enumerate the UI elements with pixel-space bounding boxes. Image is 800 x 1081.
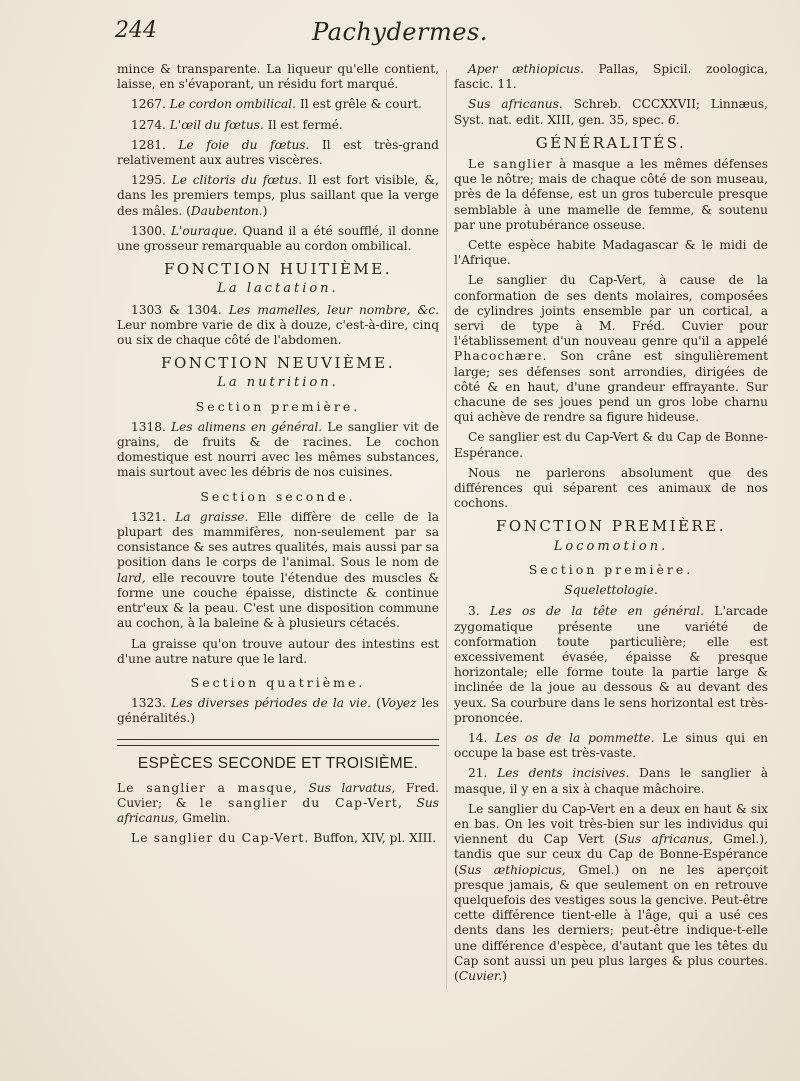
heading-fonction-premiere: FONCTION PREMIÈRE. (495, 517, 726, 536)
paragraph: 1318. Les alimens en général. Le sanglier vit de grains, de fruits & de racines. Le cochon domestique est nourri avec les mêmes substances, mais surtout avec les débris de nos cuisines. (117, 419, 439, 480)
paragraph: Sus africanus. Schreb. CCCXXVII; Linnæus, Syst. nat. edit. XIII, gen. 35, spec. 6. (454, 97, 769, 127)
heading-fonction-neuvieme: FONCTION NEUVIÈME. (161, 354, 395, 373)
paragraph: 1274. L'œil du fœtus. Il est fermé. (131, 117, 343, 132)
heading-section-seconde: Section seconde. (200, 488, 356, 504)
paragraph: La graisse qu'on trouve autour des intestins est d'une autre nature que le lard. (117, 636, 439, 666)
page-header (0, 14, 800, 60)
heading-section-premiere-right: Section première. (528, 561, 694, 577)
running-title: Pachydermes. (312, 18, 488, 46)
paragraph: 1323. Les diverses périodes de la vie. (Voyez les généralités.) (117, 696, 439, 726)
paragraph: Le sanglier du Cap-Vert en a deux en haut & six en bas. On les voit très-bien sur les individus qui viennent du Cap Vert (Sus africanus, Gmel.), tandis que sur ceux du Cap de Bonne-Espérance (Sus æthiopicus, Gmel.) on ne les aperçoit presque jamais, & que seulement on en retrouve quelquefois des vestiges sous la gencive. Peut-être cette différence tient-elle à l'âge, qui a usé ces dents dans les derniers; peut-être indique-t-elle une différence d'espèce, d'autant que les têtes du Cap sont aussi un peu plus larges & plus courtes. (Cuvier.) (454, 801, 768, 983)
right-column (454, 62, 768, 989)
column-gutter (446, 70, 447, 990)
heading-fonction-huitieme: FONCTION HUITIÈME. (163, 260, 393, 279)
heading-section-quatrieme: Section quatrième. (190, 674, 366, 690)
paragraph: Le sanglier du Cap-Vert. Buffon, XIV, pl. XIII. (131, 831, 437, 846)
heading-squelettologie: Squelettologie. (564, 583, 658, 598)
paragraph: Aper æthiopicus. Pallas, Spicil. zoologica, fascic. 11. (454, 62, 768, 92)
double-rule-divider (117, 739, 439, 746)
heading-especes: ESPÈCES SECONDE ET TROISIÈME. (137, 754, 419, 772)
paragraph: Nous ne parlerons absolument que des différences qui séparent ces animaux de nos cochons. (454, 465, 768, 511)
heading-nutrition: La nutrition. (217, 375, 339, 391)
heading-generalites: GÉNÉRALITÉS. (535, 133, 687, 152)
paragraph: Cette espèce habite Madagascar & le midi de l'Afrique. (454, 238, 768, 268)
paragraph: Le sanglier à masque a les mêmes défenses que le nôtre; mais de chaque côté de son museau, près de la défense, est un gros tubercule presque semblable à une mamelle de femme, & soutenu par une protubérance osseuse. (454, 157, 769, 232)
paragraph: 1300. L'ouraque. Quand il a été soufflé, il donne une grosseur remarquable au cordon ombilical. (117, 223, 440, 254)
heading-lactation: La lactation. (217, 281, 339, 297)
page-number: 244 (115, 18, 157, 43)
paragraph: Le sanglier du Cap-Vert, à cause de la conformation de ses dents molaires, composées de cylindres joints ensemble par un cortical, a servi de type à M. Fréd. Cuvier pour l'établissement d'un nouveau genre qu'il a appelé Phacochære. Son crâne est singulièrement large; ses défenses sont arrondies, dirigées de côté & en haut, d'une grandeur effrayante. Sur chacune de ses joues pend un gros lobe charnu qui achève de rendre sa figure hideuse. (454, 273, 769, 425)
heading-locomotion: Locomotion. (553, 538, 669, 554)
paragraph: 1303 & 1304. Les mamelles, leur nombre, &c. Leur nombre varie de dix à douze, c'est-à-dire, cinq ou six de chaque côté de l'abdomen. (117, 302, 440, 348)
paragraph: 21. Les dents incisives. Dans le sanglier à masque, il y en a six à chaque mâchoire. (454, 766, 769, 796)
paragraph: 3. Les os de la tête en général. L'arcade zygomatique présente une variété de conformation toute particulière; elle est excessivement évasée, épaisse & presque horizontale; elle forme toute la partie large & inclinée de la joue au dessous & au devant des yeux. Sa courbure dans le sens horizontal est très-prononcée. (454, 604, 769, 725)
paragraph: 14. Les os de la pommette. Le sinus qui en occupe la base est très-vaste. (454, 730, 769, 761)
paragraph: Ce sanglier est du Cap-Vert & du Cap de Bonne-Espérance. (454, 430, 768, 460)
paragraph: mince & transparente. La liqueur qu'elle contient, laisse, en s'évaporant, un résidu fort marqué. (117, 62, 439, 92)
paragraph: 1295. Le clitoris du fœtus. Il est fort visible, &, dans les premiers temps, plus saillant que la verge des mâles. (Daubenton.) (117, 173, 440, 218)
paragraph: 1267. Le cordon ombilical. Il est grêle & court. (131, 97, 422, 112)
paragraph: 1281. Le foie du fœtus. Il est très-grand relativement aux autres viscères. (117, 137, 439, 168)
left-column (117, 62, 439, 852)
paragraph: 1321. La graisse. Elle diffère de celle de la plupart des mammifères, non-seulement par sa consistance & ses autres qualités, mais aussi par sa position dans le corps de l'animal. Sous le nom de lard, elle recouvre toute l'étendue des muscles & forme une couche épaisse, distincte & continue entr'eux & la peau. C'est une disposition commune au cochon, à la baleine & à plusieurs cétacés. (117, 509, 440, 631)
heading-section-premiere: Section première. (195, 398, 361, 414)
paragraph: Le sanglier a masque, Sus larvatus, Fred. Cuvier; & le sanglier du Cap-Vert, Sus africanus, Gmelin. (117, 780, 440, 826)
